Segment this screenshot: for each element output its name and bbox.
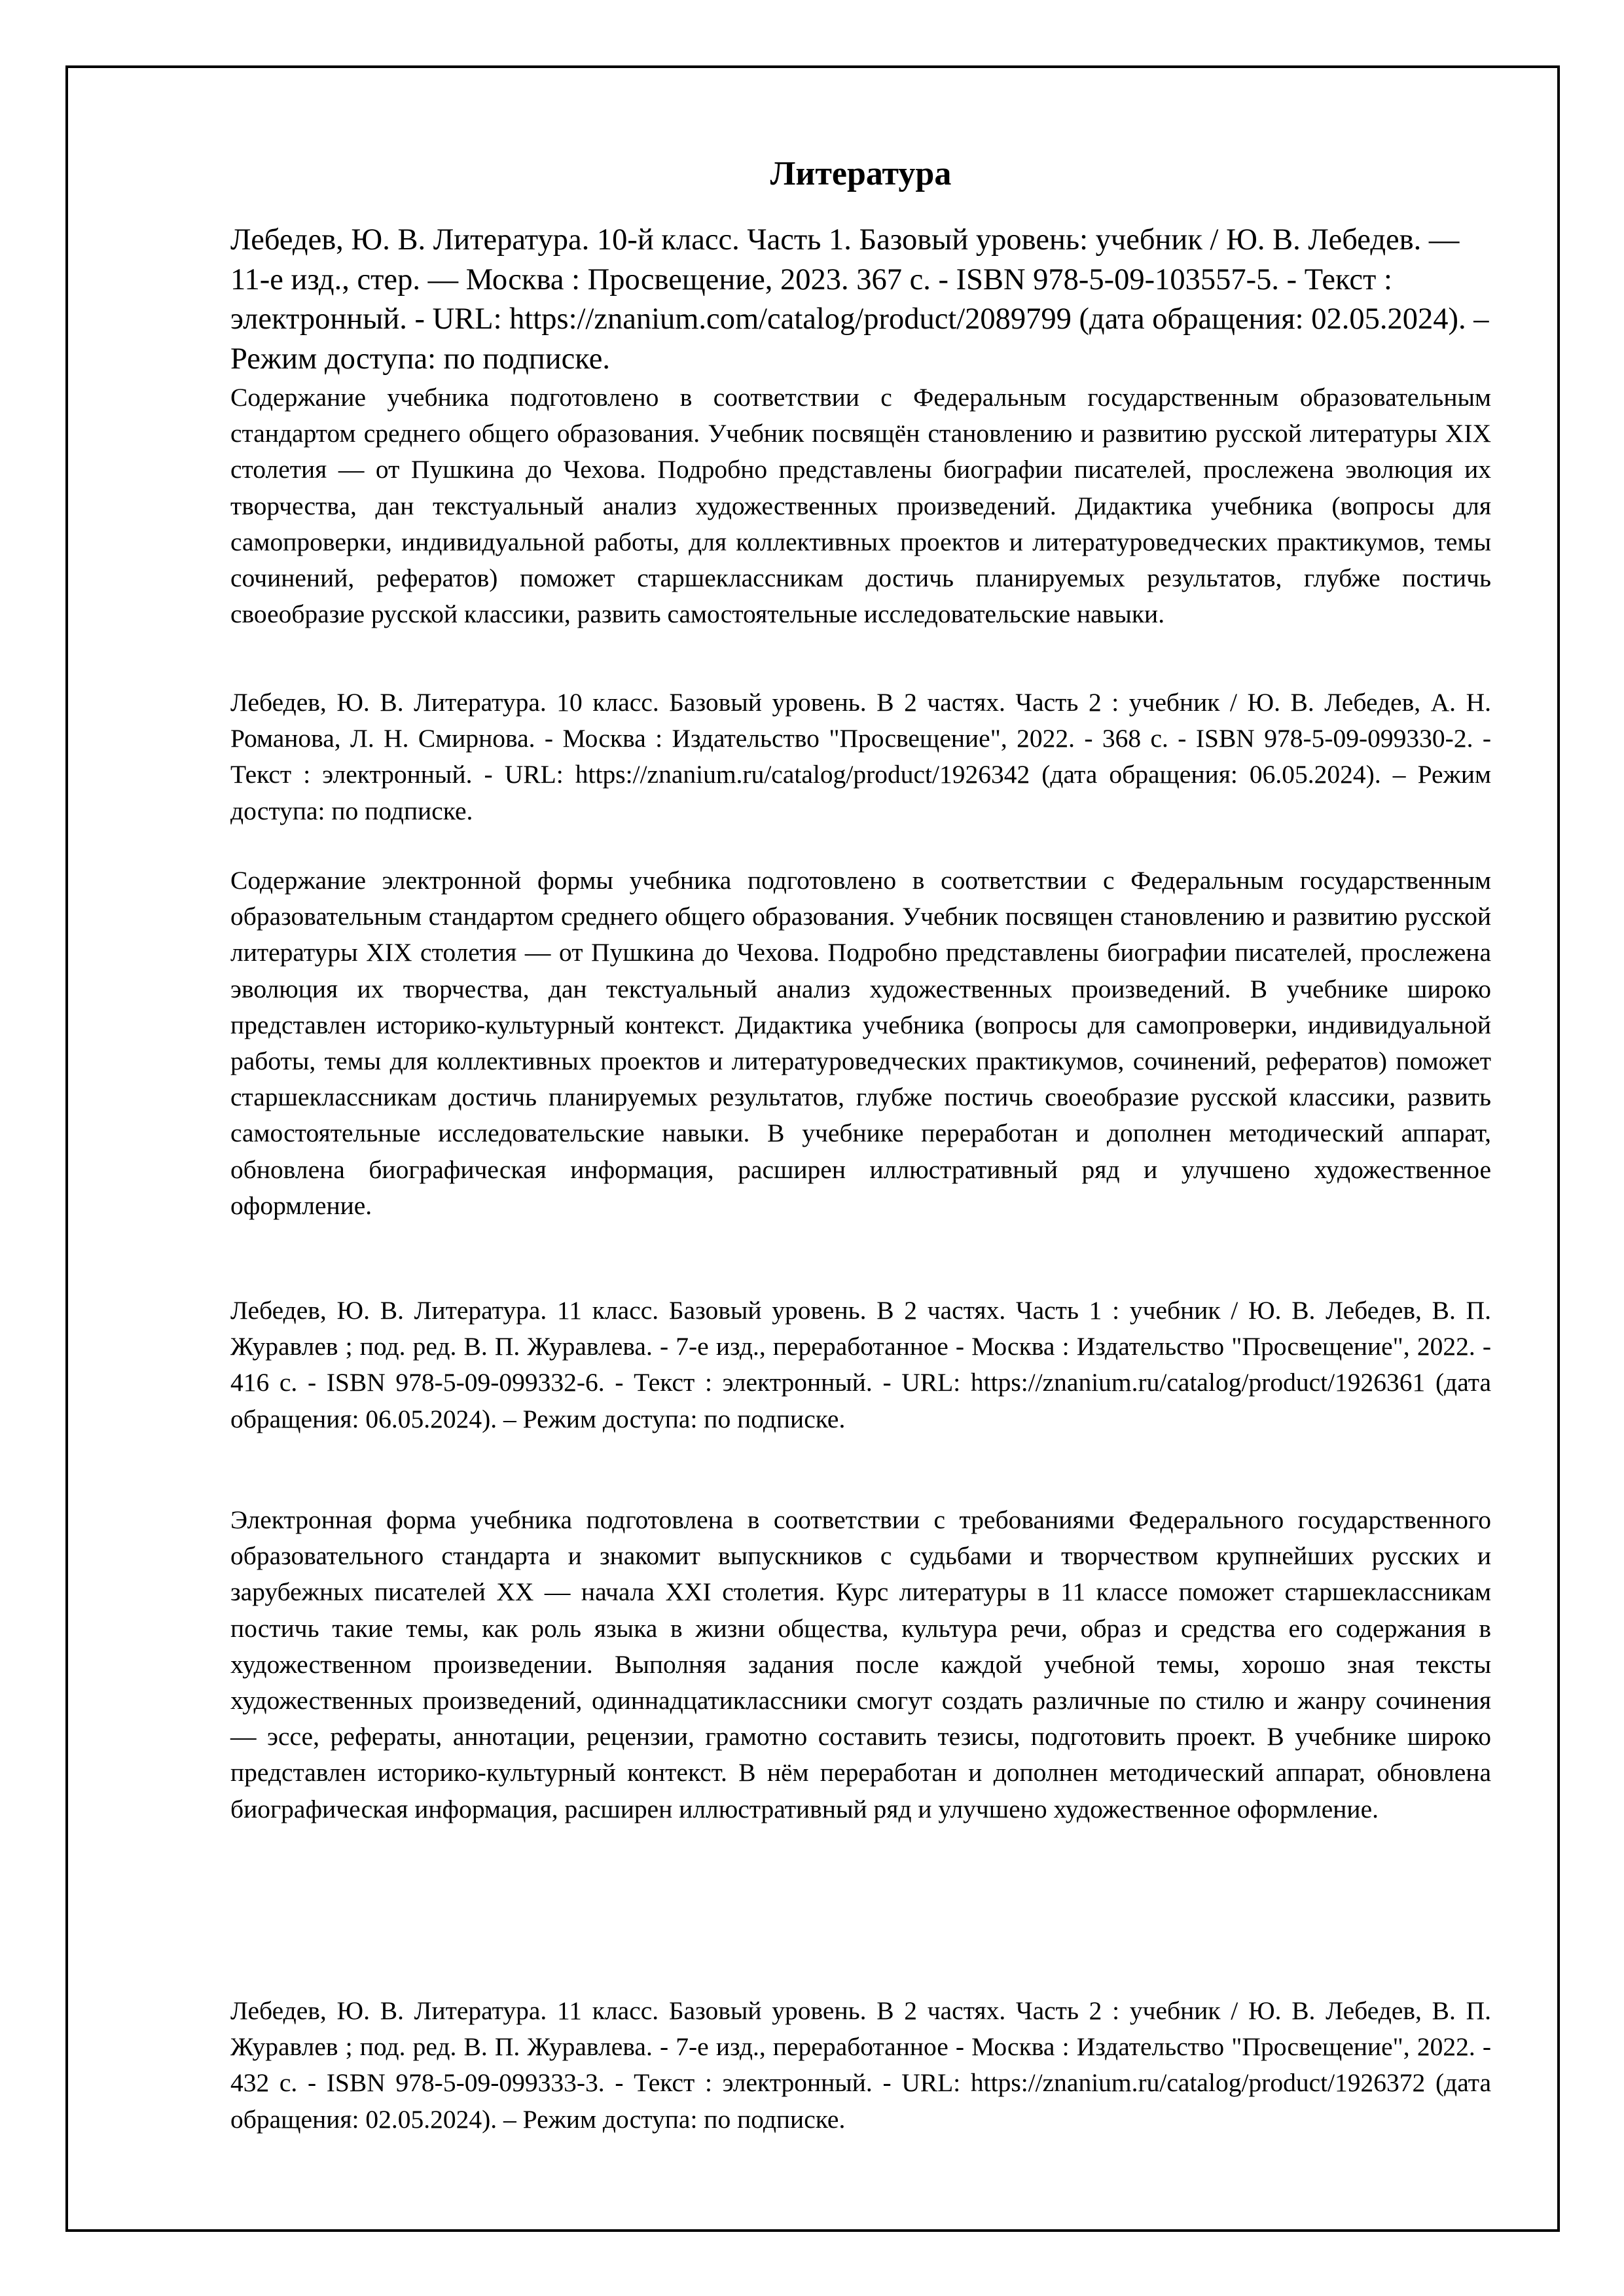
citation-4: Лебедев, Ю. В. Литература. 11 класс. Базовый уровень. В 2 частях. Часть 2 : учебник / Ю. В. Лебедев, В. П. Журавлев ; под. ред. В. П. Журавлева. - 7-е изд., переработанное - Москва : Издательство "Просвещение", 2022. - 432 с. - ISBN 978-5-09-099333-3. - Текст : электронный. - URL: https://znanium.ru/catalog/product/1926372 (дата обращения: 02.05.2024). – Режим доступа: по подписке. [230, 1996, 1491, 2134]
page-title: Литература [770, 155, 952, 192]
citation-3: Лебедев, Ю. В. Литература. 11 класс. Базовый уровень. В 2 частях. Часть 1 : учебник / Ю. В. Лебедев, В. П. Журавлев ; под. ред. В. П. Журавлева. - 7-е изд., переработанное - Москва : Издательство "Просвещение", 2022. - 416 с. - ISBN 978-5-09-099332-6. - Текст : электронный. - URL: https://znanium.ru/catalog/product/1926361 (дата обращения: 06.05.2024). – Режим доступа: по подписке. [230, 1296, 1491, 1433]
citation-2: Лебедев, Ю. В. Литература. 10 класс. Базовый уровень. В 2 частях. Часть 2 : учебник / Ю. В. Лебедев, А. Н. Романова, Л. Н. Смирнова. - Москва : Издательство "Просвещение", 2022. - 368 с. - ISBN 978-5-09-099330-2. - Текст : электронный. - URL: https://znanium.ru/catalog/product/1926342 (дата обращения: 06.05.2024). – Режим доступа: по подписке. [230, 688, 1491, 825]
annotation-3: Электронная форма учебника подготовлена в соответствии с требованиями Федерального государственного образовательного стандарта и знакомит выпускников с судьбами и творчеством крупнейших русских и зарубежных писателей XX — начала XXI столетия. Курс литературы в 11 классе поможет старшеклассникам постичь такие темы, как роль языка в жизни общества, культура речи, образ и средства его содержания в художественном произведении. Выполняя задания после каждой учебной темы, хорошо зная тексты художественных произведений, одиннадцатиклассники смогут создать различные по стилю и жанру сочинения — эссе, рефераты, аннотации, рецензии, грамотно составить тезисы, подготовить проект. В учебнике широко представлен историко-культурный контекст. В нём переработан и дополнен методический аппарат, обновлена биографическая информация, расширен иллюстративный ряд и улучшено художественное оформление. [230, 1505, 1491, 1823]
annotation-1: Содержание учебника подготовлено в соответствии с Федеральным государственным образовательным стандартом среднего общего образования. Учебник посвящён становлению и развитию русской литературы XIX столетия — от Пушкина до Чехова. Подробно представлены биографии писателей, прослежена эволюция их творчества, дан текстуальный анализ художественных произведений. Дидактика учебника (вопросы для самопроверки, индивидуальной работы, для коллективных проектов и литературоведческих практикумов, темы сочинений, рефератов) поможет старшеклассникам достичь планируемых результатов, глубже постичь своеобразие русской классики, развить самостоятельные исследовательские навыки. [230, 383, 1491, 629]
citation-1: Лебедев, Ю. В. Литература. 10-й класс. Часть 1. Базовый уровень: учебник / Ю. В. Лебедев. — 11-е изд., стер. — Москва : Просвещение, 2023. 367 с. - ISBN 978-5-09-103557-5. - Текст : электронный. - URL: https://znanium.com/catalog/product/2089799 (дата обращения: 02.05.2024). – Режим доступа: по подписке. [230, 223, 1489, 376]
annotation-2: Содержание электронной формы учебника подготовлено в соответствии с Федеральным государственным образовательным стандартом среднего общего образования. Учебник посвящен становлению и развитию русской литературы XIX столетия — от Пушкина до Чехова. Подробно представлены биографии писателей, прослежена эволюция их творчества, дан текстуальный анализ художественных произведений. В учебнике широко представлен историко-культурный контекст. Дидактика учебника (вопросы для самопроверки, индивидуальной работы, темы для коллективных проектов и литературоведческих практикумов, сочинений, рефератов) поможет старшеклассникам достичь планируемых результатов, глубже постичь своеобразие русской классики, развить самостоятельные исследовательские навыки. В учебнике переработан и дополнен методический аппарат, обновлена биографическая информация, расширен иллюстративный ряд и улучшено художественное оформление. [230, 866, 1491, 1220]
